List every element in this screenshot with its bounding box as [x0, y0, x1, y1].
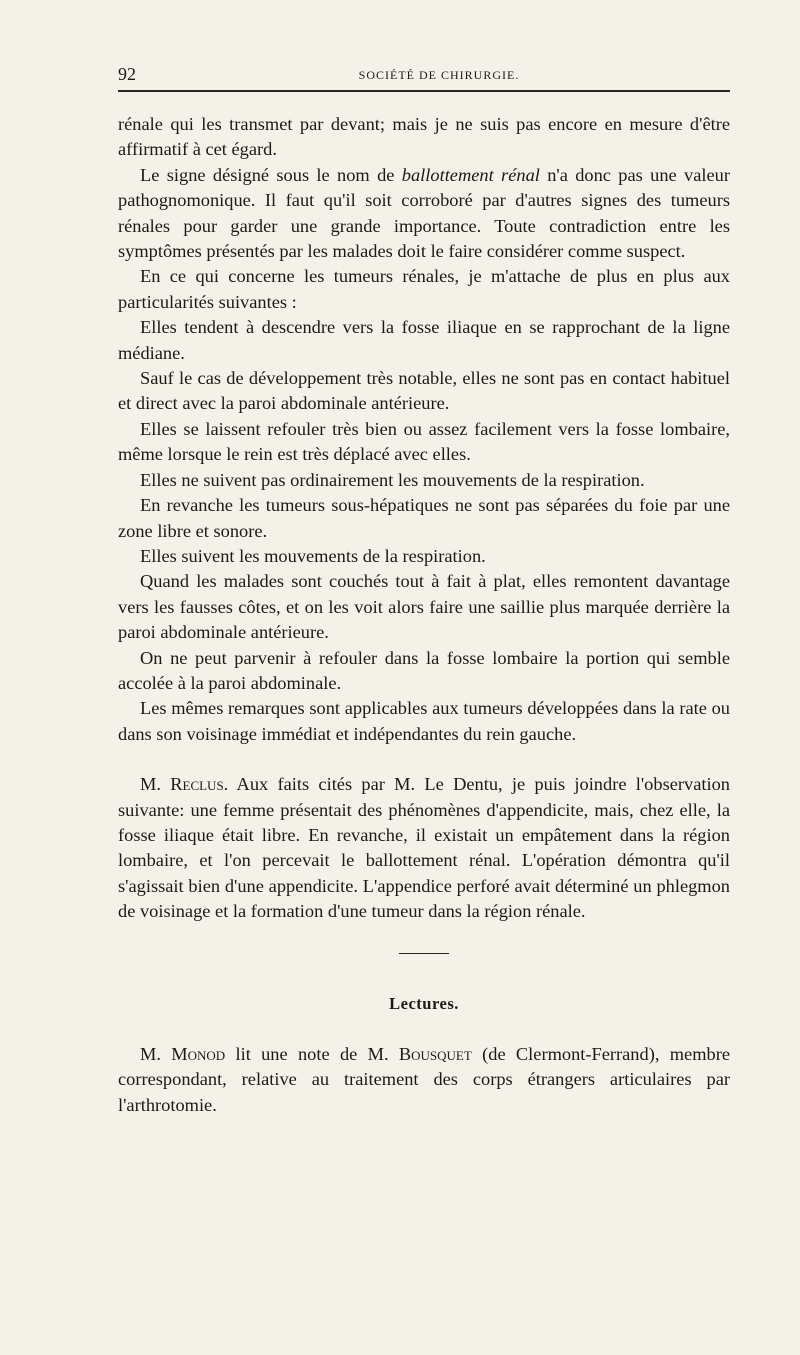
page	[118, 60, 730, 1118]
paragraph-text: lit une note de M.	[235, 1044, 389, 1064]
running-title: SOCIÉTÉ DE CHIRURGIE.	[358, 68, 520, 82]
article-body	[118, 112, 730, 1118]
paragraph-text: n'a donc pas une valeur pathognomonique. Il faut qu'il soit corroboré par d'autres signes des tumeurs rénales pour garder une grande importance. Toute contradiction entre les symptômes présentés par les malades doit le faire considérer comme suspect.	[118, 164, 730, 262]
paragraph-text: (de Clermont-Ferrand), membre correspondant, relative au traitement des corps étrangers articulaires par l'arthrotomie.	[118, 1044, 730, 1115]
paragraph-text: Le signe désigné sous le nom de	[140, 164, 395, 185]
spacer	[118, 747, 730, 772]
paragraph: En ce qui concerne les tumeurs rénales, je m'attache de plus en plus aux particularités suivantes :	[118, 266, 730, 312]
speaker-prefix: M.	[140, 774, 161, 795]
paragraph: Elles tendent à descendre vers la fosse iliaque en se rapprochant de la ligne médiane.	[118, 317, 730, 363]
page-number: 92	[118, 64, 136, 84]
paragraph: Elles ne suivent pas ordinairement les mouvements de la respiration.	[140, 469, 645, 490]
paragraph	[118, 163, 730, 265]
paragraph: Elles suivent les mouvements de la respiration.	[140, 545, 486, 566]
paragraph: En revanche les tumeurs sous-hépatiques ne sont pas séparées du foie par une zone libre et sonore.	[118, 495, 730, 541]
speaker-name: Monod	[171, 1044, 226, 1064]
paragraph: Elles se laissent refouler très bien ou assez facilement vers la fosse lombaire, même lorsque le rein est très déplacé avec elles.	[118, 418, 730, 465]
reclus-paragraph	[118, 772, 730, 924]
paragraph: Quand les malades sont couchés tout à fait à plat, elles remontent davantage vers les fausses côtes, et on les voit alors faire une saillie plus marquée derrière la paroi abdominale antérieure.	[118, 571, 730, 643]
paragraph-text: . Aux faits cités par M. Le Dentu, je puis joindre l'observation suivante: une femme présentait des phénomènes d'appendicite, mais, chez elle, la fosse iliaque était libre. En revanche, il existait un empâtement dans la région lombaire, et l'on percevait le ballottement rénal. L'opération démontra qu'il s'agissait bien d'une appendicite. L'appendice perforé avait déterminé un phlegmon de voisinage et la formation d'une tumeur dans la région rénale.	[118, 774, 730, 922]
section-divider	[399, 953, 449, 954]
emphasis-term: ballottement rénal	[401, 164, 540, 185]
monod-paragraph	[118, 1042, 730, 1118]
author-name: Bousquet	[398, 1044, 472, 1064]
section-heading: Lectures.	[389, 993, 459, 1013]
paragraph: Sauf le cas de développement très notable, elles ne sont pas en contact habituel et direct avec la paroi abdominale antérieure.	[118, 368, 730, 414]
paragraph: rénale qui les transmet par devant; mais je ne suis pas encore en mesure d'être affirmatif à cet égard.	[118, 114, 730, 160]
paragraph: On ne peut parvenir à refouler dans la fosse lombaire la portion qui semble accolée à la paroi abdominale.	[118, 647, 730, 693]
page-header	[118, 60, 730, 92]
paragraph: Les mêmes remarques sont applicables aux tumeurs développées dans la rate ou dans son voisinage immédiat et indépendantes du rein gauche.	[118, 698, 730, 744]
speaker-name: Reclus	[170, 774, 224, 795]
speaker-prefix: M.	[140, 1044, 161, 1064]
